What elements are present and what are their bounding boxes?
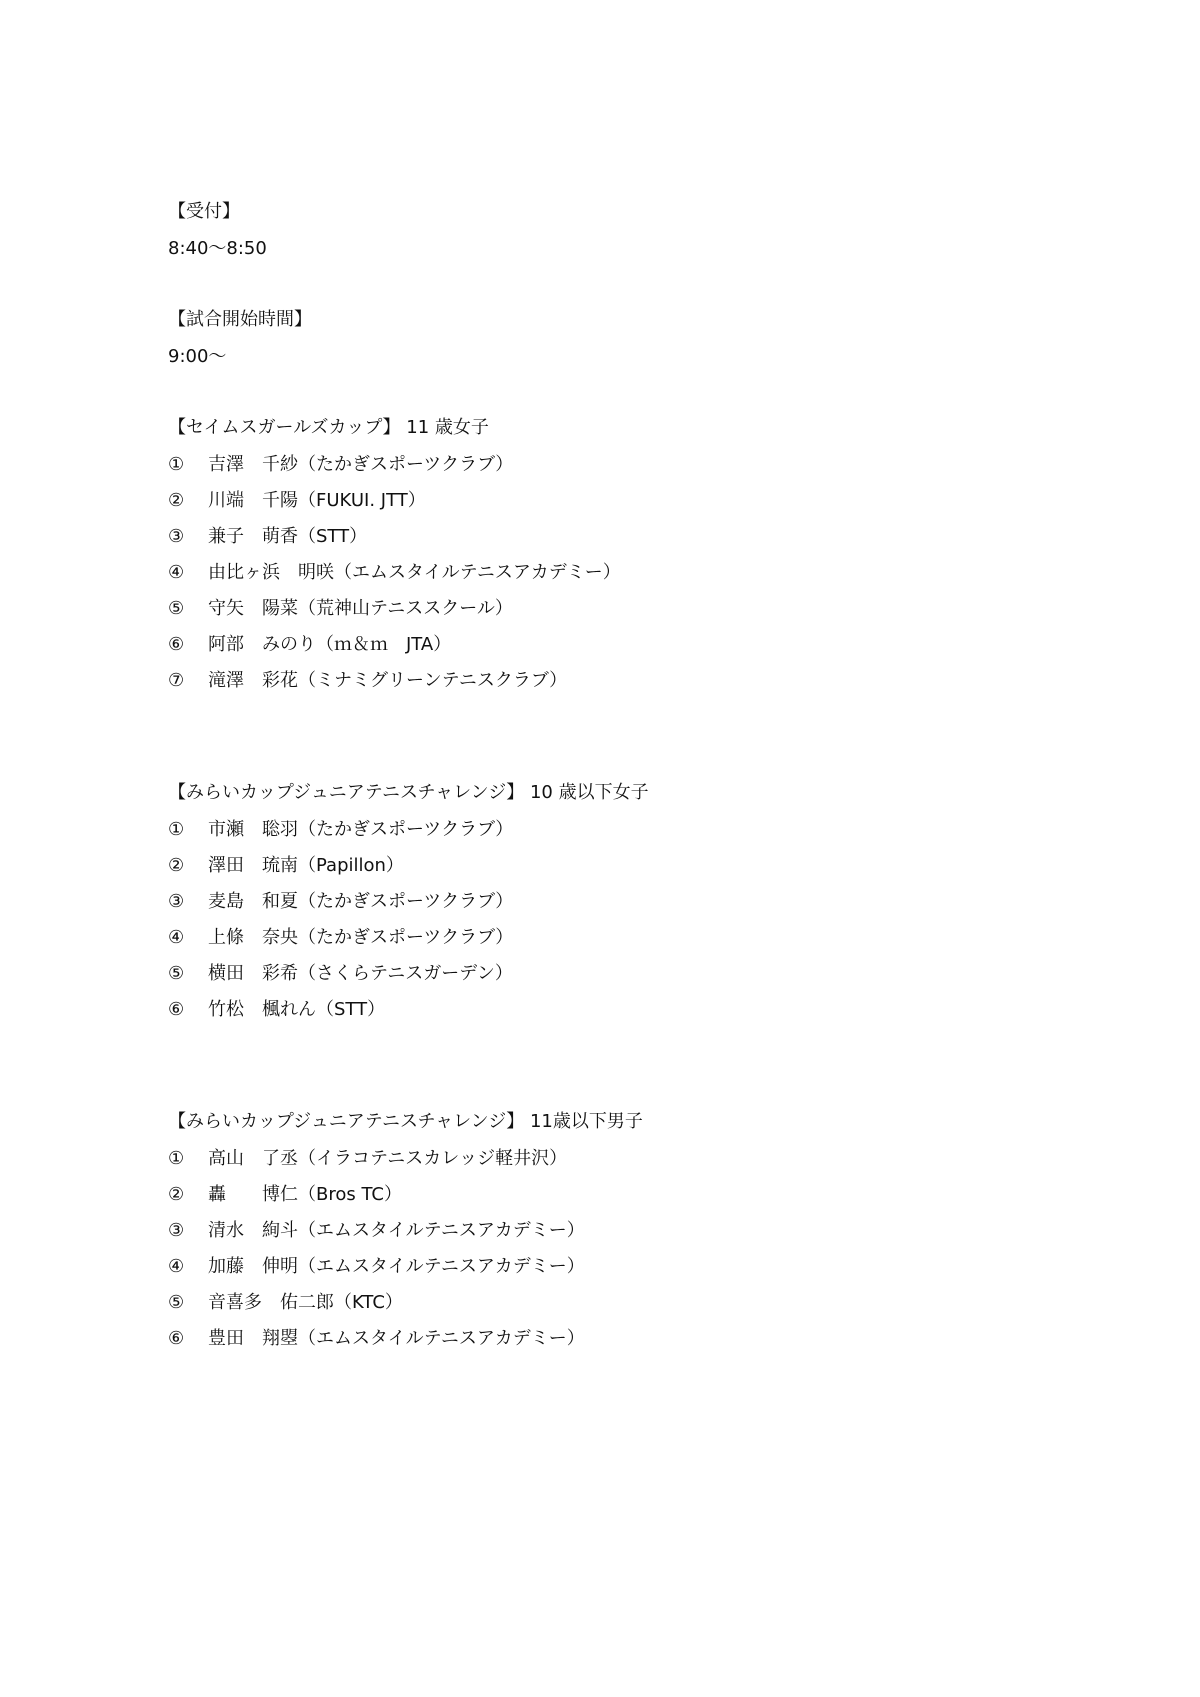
section-title: 【みらいカップジュニアテニスチャレンジ】 11歳以下男子	[168, 1111, 643, 1132]
list-item	[168, 1291, 1068, 1327]
list-item	[168, 1255, 1068, 1291]
entry-number: ③	[168, 891, 185, 912]
list-item	[168, 1219, 1068, 1255]
list-item	[168, 1183, 1068, 1219]
club-name: （ｍ＆ｍ JTA）	[316, 634, 452, 655]
entry-number: ③	[168, 1220, 185, 1241]
list-item	[168, 926, 1068, 962]
entry-number: ⑥	[168, 634, 185, 655]
entry-number: ②	[168, 1184, 185, 1205]
player-name: 麦島 和夏	[208, 891, 298, 912]
start-time: 9:00〜	[168, 346, 227, 367]
list-item	[168, 962, 1068, 998]
entry-number: ⑤	[168, 1292, 185, 1313]
list-item	[168, 998, 1068, 1034]
list-item	[168, 818, 1068, 854]
player-name: 高山 了丞	[208, 1148, 298, 1169]
club-name: （たかぎスポーツクラブ）	[298, 891, 514, 912]
player-name: 上條 奈央	[208, 927, 298, 948]
player-name: 由比ヶ浜 明咲	[208, 562, 334, 583]
list-item	[168, 525, 1068, 561]
club-name: （FUKUI. JTT）	[298, 490, 426, 511]
entry-number: ②	[168, 855, 185, 876]
list-item	[168, 669, 1068, 705]
section-title: 【みらいカップジュニアテニスチャレンジ】 10 歳以下女子	[168, 782, 649, 803]
entry-number: ④	[168, 562, 185, 583]
club-name: （ミナミグリーンテニスクラブ）	[298, 670, 568, 691]
club-name: （エムスタイルテニスアカデミー）	[334, 562, 621, 583]
entry-number: ⑦	[168, 670, 185, 691]
list-item	[168, 561, 1068, 597]
club-name: （エムスタイルテニスアカデミー）	[298, 1328, 585, 1349]
club-name: （STT）	[316, 999, 386, 1020]
section-mirai-cup-girls-u10	[168, 781, 1068, 1034]
reception-time: 8:40〜8:50	[168, 238, 267, 259]
entry-number: ①	[168, 1148, 185, 1169]
section-mirai-cup-boys-u11	[168, 1110, 1068, 1363]
entry-number: ②	[168, 490, 185, 511]
player-name: 加藤 伸明	[208, 1256, 298, 1277]
entry-number: ①	[168, 454, 185, 475]
club-name: （STT）	[298, 526, 368, 547]
player-name: 川端 千陽	[208, 490, 298, 511]
player-name: 音喜多 佑二郎	[208, 1292, 334, 1313]
club-name: （Papillon）	[298, 855, 404, 876]
player-name: 滝澤 彩花	[208, 670, 298, 691]
club-name: （エムスタイルテニスアカデミー）	[298, 1256, 585, 1277]
list-item	[168, 489, 1068, 525]
list-item	[168, 890, 1068, 926]
player-name: 轟 博仁	[208, 1184, 298, 1205]
club-name: （Bros TC）	[298, 1184, 402, 1205]
club-name: （エムスタイルテニスアカデミー）	[298, 1220, 585, 1241]
list-item	[168, 1147, 1068, 1183]
club-name: （さくらテニスガーデン）	[298, 963, 513, 984]
entry-number: ⑤	[168, 598, 185, 619]
entry-number: ③	[168, 526, 185, 547]
reception-heading: 【受付】	[168, 201, 240, 222]
list-item	[168, 1327, 1068, 1363]
entry-number: ①	[168, 819, 185, 840]
section-seims-girls-cup	[168, 416, 1068, 705]
player-name: 清水 絢斗	[208, 1220, 298, 1241]
club-name: （KTC）	[334, 1292, 403, 1313]
club-name: （イラコテニスカレッジ軽井沢）	[298, 1148, 568, 1169]
club-name: （たかぎスポーツクラブ）	[298, 819, 514, 840]
player-name: 阿部 みのり	[208, 634, 316, 655]
document-page	[168, 200, 1068, 1363]
start-time-heading: 【試合開始時間】	[168, 309, 312, 330]
player-name: 兼子 萌香	[208, 526, 298, 547]
entry-number: ⑤	[168, 963, 185, 984]
player-name: 竹松 楓れん	[208, 999, 316, 1020]
club-name: （たかぎスポーツクラブ）	[298, 927, 514, 948]
club-name: （荒神山テニススクール）	[298, 598, 513, 619]
player-name: 市瀬 聡羽	[208, 819, 298, 840]
player-name: 横田 彩希	[208, 963, 298, 984]
entry-number: ⑥	[168, 1328, 185, 1349]
club-name: （たかぎスポーツクラブ）	[298, 454, 514, 475]
player-name: 澤田 琉南	[208, 855, 298, 876]
list-item	[168, 854, 1068, 890]
section-title: 【セイムスガールズカップ】 11 歳女子	[168, 417, 489, 438]
entry-number: ⑥	[168, 999, 185, 1020]
player-name: 吉澤 千紗	[208, 454, 298, 475]
list-item	[168, 633, 1068, 669]
player-name: 守矢 陽菜	[208, 598, 298, 619]
list-item	[168, 597, 1068, 633]
player-name: 豊田 翔曌	[208, 1328, 298, 1349]
entry-number: ④	[168, 927, 185, 948]
entry-number: ④	[168, 1256, 185, 1277]
list-item	[168, 453, 1068, 489]
